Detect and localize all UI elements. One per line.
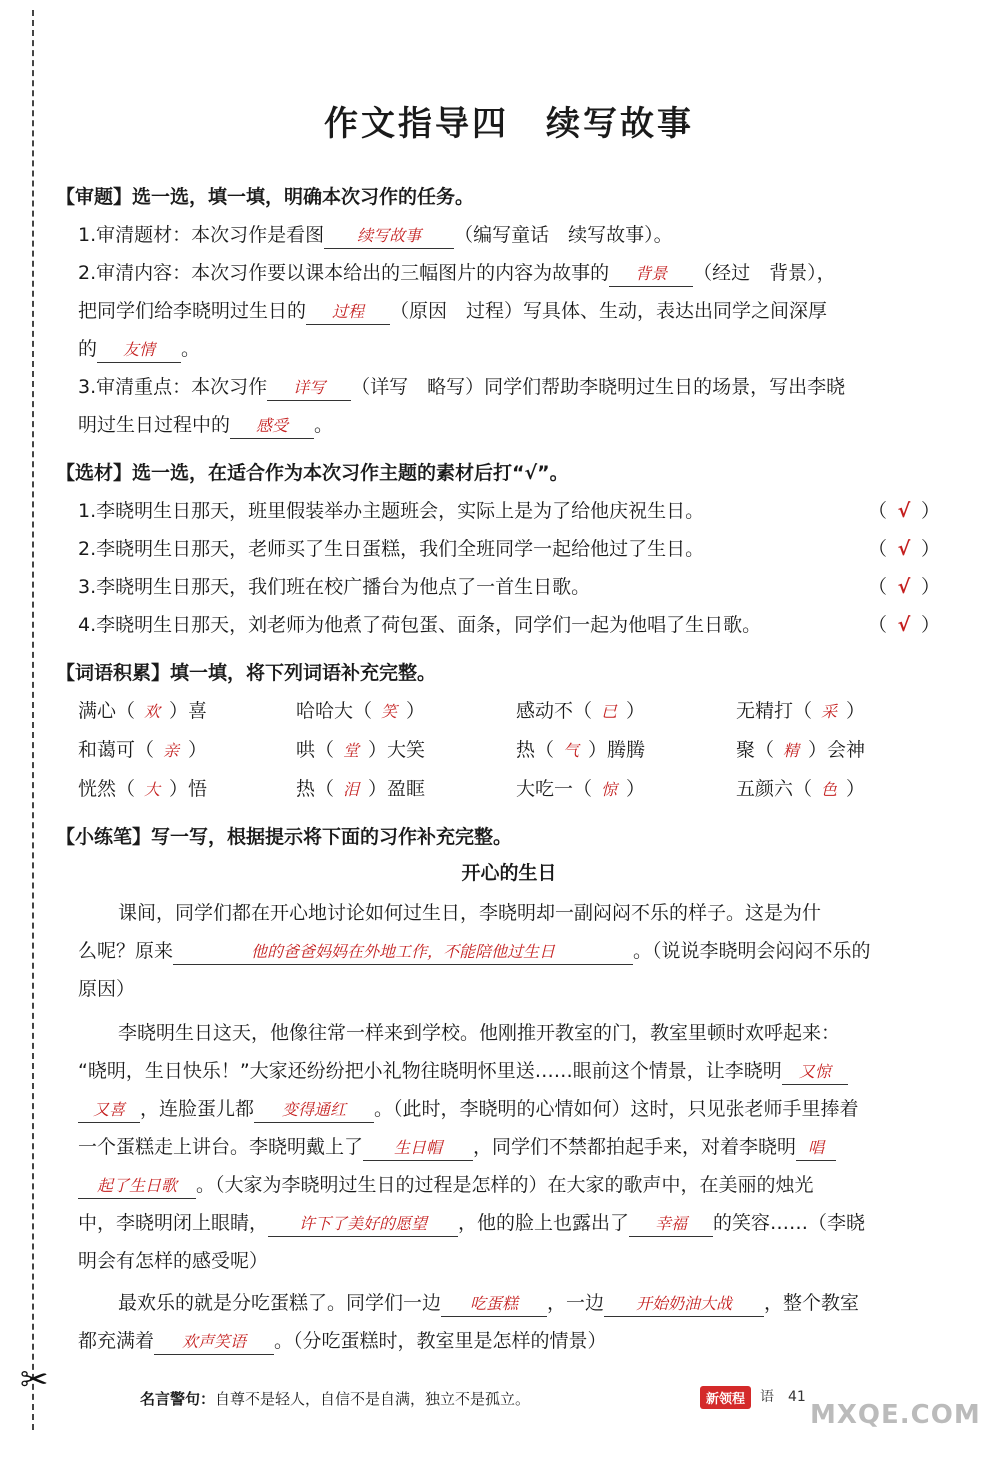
- vocab-answer[interactable]: 气: [563, 741, 580, 760]
- essay-line: 么呢？原来 他的爸爸妈妈在外地工作，不能陪他过生日 。（说说李晓明会闷闷不乐的: [78, 936, 871, 965]
- brand-logo: 新领程: [700, 1386, 751, 1409]
- vocab-item: 哈哈大（ 笑 ）: [296, 700, 426, 722]
- review-line-5: 3.审清重点：本次习作 详写 （详写 略写）同学们帮助李晓明过生日的场景，写出李晓: [78, 372, 845, 401]
- page-number: 语 41: [760, 1389, 806, 1405]
- answer-field[interactable]: 唱: [796, 1136, 836, 1161]
- vocab-item: 热（ 气 ）腾腾: [516, 739, 646, 761]
- vocab-item: 和蔼可（ 亲 ）: [78, 739, 208, 761]
- review-line-6: 明过生日过程中的 感受 。: [78, 410, 333, 439]
- vocab-answer[interactable]: 泪: [343, 780, 360, 799]
- check-mark-icon: √: [897, 614, 911, 636]
- review-line-1: 1.审清题材：本次习作是看图 续写故事 （编写童话 续写故事）。: [78, 220, 673, 249]
- vocab-item: 恍然（ 大 ）悟: [78, 778, 208, 800]
- vocab-answer[interactable]: 采: [821, 702, 838, 721]
- review-line-4: 的 友情 。: [78, 334, 200, 363]
- essay-line: 原因）: [78, 978, 136, 1000]
- answer-field[interactable]: 生日帽: [363, 1136, 473, 1161]
- scissors-icon: ✂: [20, 1360, 49, 1400]
- vocab-item: 聚（ 精 ）会神: [736, 739, 866, 761]
- page-title: 作文指导四 续写故事: [324, 104, 694, 144]
- vocab-answer[interactable]: 笑: [381, 702, 398, 721]
- vocab-item: 无精打（ 采 ）: [736, 700, 866, 722]
- essay-line: 中，李晓明闭上眼睛， 许下了美好的愿望 ，他的脸上也露出了 幸福 的笑容……（李晓: [78, 1208, 865, 1237]
- vocab-answer[interactable]: 已: [601, 702, 618, 721]
- vocab-answer[interactable]: 色: [821, 780, 838, 799]
- check-box[interactable]: （ √ ）: [867, 500, 940, 522]
- check-box[interactable]: （ √ ）: [867, 538, 940, 560]
- answer-field[interactable]: 欢声笑语: [154, 1330, 274, 1355]
- answer-field[interactable]: 续写故事: [324, 224, 454, 249]
- check-mark-icon: √: [897, 538, 911, 560]
- vocab-item: 满心（ 欢 ）喜: [78, 700, 208, 722]
- essay-line: 明会有怎样的感受呢）: [78, 1250, 269, 1272]
- answer-field[interactable]: 他的爸爸妈妈在外地工作，不能陪他过生日: [173, 940, 633, 965]
- section-heading-vocab: 【词语积累】填一填，将下列词语补充完整。: [56, 662, 437, 684]
- answer-field[interactable]: 过程: [306, 300, 390, 325]
- answer-field[interactable]: 感受: [230, 414, 314, 439]
- section-heading-review: 【审题】选一选，填一填，明确本次习作的任务。: [56, 186, 475, 208]
- essay-line: 李晓明生日这天，他像往常一样来到学校。他刚推开教室的门，教室里顿时欢呼起来：: [118, 1022, 841, 1044]
- review-line-3: 把同学们给李晓明过生日的 过程 （原因 过程）写具体、生动，表达出同学之间深厚: [78, 296, 827, 325]
- check-box[interactable]: （ √ ）: [867, 614, 940, 636]
- check-box[interactable]: （ √ ）: [867, 576, 940, 598]
- answer-field[interactable]: 吃蛋糕: [441, 1292, 547, 1317]
- vocab-item: 五颜六（ 色 ）: [736, 778, 866, 800]
- essay-line: 最欢乐的就是分吃蛋糕了。同学们一边 吃蛋糕 ，一边 开始奶油大战 ，整个教室: [118, 1288, 859, 1317]
- answer-field[interactable]: 详写: [267, 376, 351, 401]
- essay-line: 一个蛋糕走上讲台。李晓明戴上了 生日帽 ，同学们不禁都拍起手来，对着李晓明 唱: [78, 1132, 836, 1161]
- vocab-answer[interactable]: 惊: [601, 780, 618, 799]
- review-line-2: 2.审清内容：本次习作要以课本给出的三幅图片的内容为故事的 背景 （经过 背景），: [78, 258, 836, 287]
- answer-field[interactable]: 又惊: [782, 1060, 848, 1085]
- essay-line: 都充满着 欢声笑语 。（分吃蛋糕时，教室里是怎样的情景）: [78, 1326, 607, 1355]
- vocab-item: 哄（ 堂 ）大笑: [296, 739, 426, 761]
- material-item: 4.李晓明生日那天，刘老师为他煮了荷包蛋、面条，同学们一起为他唱了生日歌。: [78, 614, 762, 636]
- essay-line: 起了生日歌 。（大家为李晓明过生日的过程是怎样的）在大家的歌声中，在美丽的烛光: [78, 1170, 814, 1199]
- check-mark-icon: √: [897, 500, 911, 522]
- answer-field[interactable]: 友情: [97, 338, 181, 363]
- answer-field[interactable]: 又喜: [78, 1098, 140, 1123]
- vocab-item: 感动不（ 已 ）: [516, 700, 646, 722]
- answer-field[interactable]: 变得通红: [254, 1098, 374, 1123]
- vocab-item: 热（ 泪 ）盈眶: [296, 778, 426, 800]
- essay-title: 开心的生日: [461, 862, 557, 884]
- vocab-answer[interactable]: 欢: [144, 702, 161, 721]
- section-heading-practice: 【小练笔】写一写，根据提示将下面的习作补充完整。: [56, 826, 513, 848]
- answer-field[interactable]: 幸福: [629, 1212, 713, 1237]
- vocab-answer[interactable]: 大: [144, 780, 161, 799]
- check-mark-icon: √: [897, 576, 911, 598]
- material-item: 1.李晓明生日那天，班里假装举办主题班会，实际上是为了给他庆祝生日。: [78, 500, 705, 522]
- watermark: MXQE.COM: [810, 1400, 981, 1430]
- footer-quote: 名言警句：自尊不是轻人，自信不是自满，独立不是孤立。: [140, 1390, 531, 1408]
- vocab-answer[interactable]: 亲: [163, 741, 180, 760]
- essay-line: 课间，同学们都在开心地讨论如何过生日，李晓明却一副闷闷不乐的样子。这是为什: [118, 902, 822, 924]
- answer-field[interactable]: 背景: [609, 262, 693, 287]
- essay-line: “晓明，生日快乐！”大家还纷纷把小礼物往晓明怀里送……眼前这个情景，让李晓明 又惊: [78, 1056, 848, 1085]
- vocab-item: 大吃一（ 惊 ）: [516, 778, 646, 800]
- answer-field[interactable]: 起了生日歌: [78, 1174, 196, 1199]
- cut-line: [32, 10, 34, 1430]
- vocab-answer[interactable]: 堂: [343, 741, 360, 760]
- answer-field[interactable]: 许下了美好的愿望: [268, 1212, 458, 1237]
- material-item: 2.李晓明生日那天，老师买了生日蛋糕，我们全班同学一起给他过了生日。: [78, 538, 705, 560]
- answer-field[interactable]: 开始奶油大战: [604, 1292, 764, 1317]
- essay-line: 又喜 ，连脸蛋儿都 变得通红 。（此时，李晓明的心情如何）这时，只见张老师手里捧着: [78, 1094, 859, 1123]
- vocab-answer[interactable]: 精: [783, 741, 800, 760]
- section-heading-material: 【选材】选一选，在适合作为本次习作主题的素材后打“√”。: [56, 462, 569, 484]
- material-item: 3.李晓明生日那天，我们班在校广播台为他点了一首生日歌。: [78, 576, 591, 598]
